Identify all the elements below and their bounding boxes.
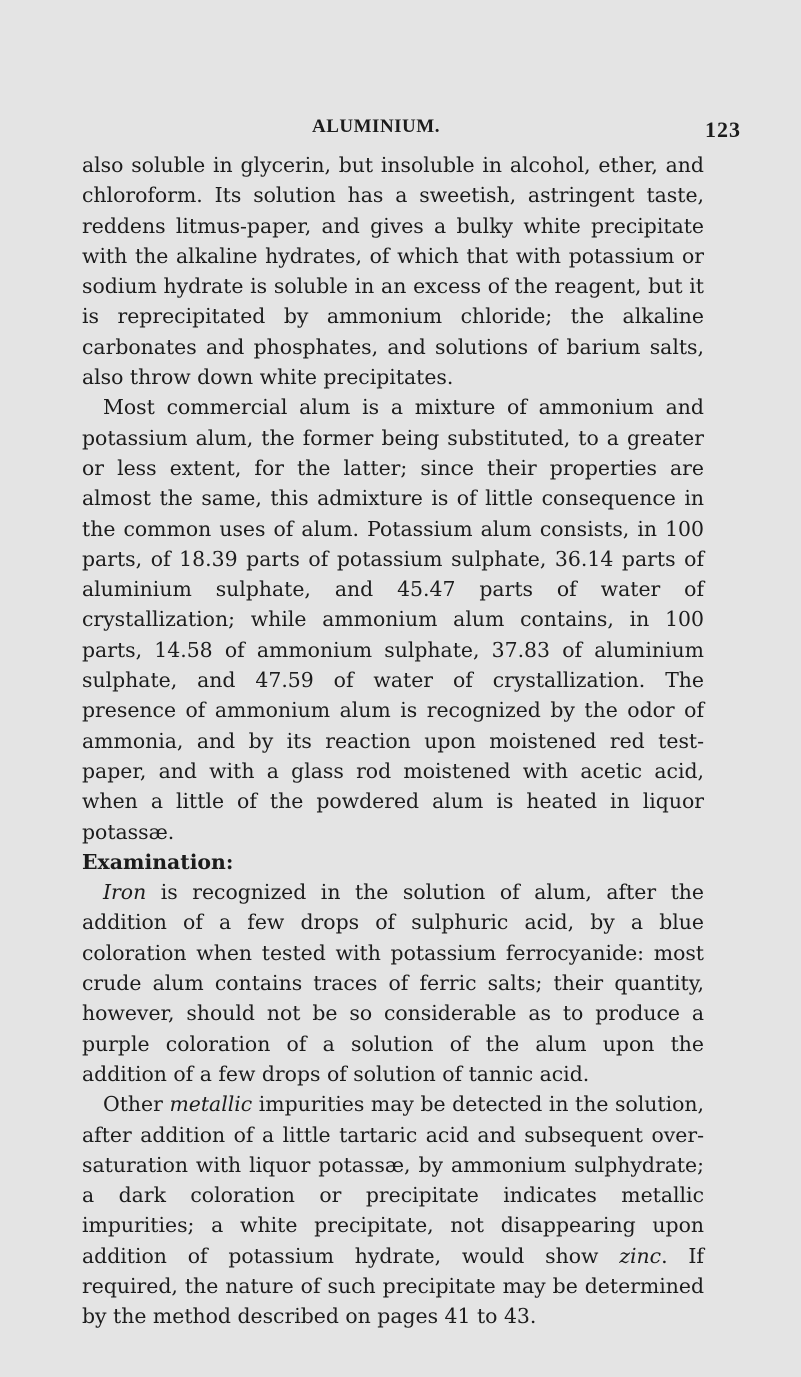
running-head <box>0 116 801 142</box>
body-text <box>82 150 704 1332</box>
term-iron: Iron <box>103 880 147 905</box>
paragraph-metallic-impurities <box>82 1089 704 1331</box>
paragraph-iron-text: is recognized in the solution of alum, after the addition of a few drops of sulphuric acid, by a blue coloration when tested with potassium ferrocyanide: most crude alum contains traces of ferric salts; their quantity, however, should not be so considerable as to produce a purple coloration of a solution of the alum upon the addition of a few drops of solution of tannic acid. <box>82 880 704 1086</box>
section-heading-examination: Examination: <box>82 849 234 874</box>
paragraph-metallic-text-end: . If required, the nature of such precipitate may be determined by the method described on pages 41 to 43. <box>82 1243 704 1329</box>
term-metallic: metallic <box>169 1092 253 1117</box>
running-title: ALUMINIUM. <box>312 116 440 137</box>
paragraph-solubility: also soluble in glycerin, but insoluble in alcohol, ether, and chloroform. Its solution has a sweetish, astringent taste, reddens litmus-paper, and gives a bulky white precipitate with the alkaline hydrates, of which that with potassium or sodium hydrate is soluble in an excess of the reagent, but it is reprecipitated by ammonium chloride; the alkaline carbonates and phosphates, and solutions of barium salts, also throw down white precipitates. <box>82 153 704 390</box>
paragraph-metallic-text-middle: impurities may be detected in the solution, after addition of a little tartaric acid and subsequent over-saturation with liquor potassæ, by ammonium sulphydrate; a dark coloration or precipitate indicates metallic impurities; a white precipitate, not disappearing upon addition of potassium hydrate, would show <box>82 1092 704 1268</box>
term-zinc: zinc <box>619 1243 662 1268</box>
paragraph-iron <box>82 877 704 1089</box>
page-number: 123 <box>705 117 741 142</box>
paragraph-commercial-alum: Most commercial alum is a mixture of ammonium and potassium alum, the former being substituted, to a greater or less extent, for the latter; since their properties are almost the same, this admixture is of little consequence in the common uses of alum. Potassium alum consists, in 100 parts, of 18.39 parts of potassium sulphate, 36.14 parts of aluminium sulphate, and 45.47 parts of water of crystallization; while ammonium alum contains, in 100 parts, 14.58 of ammonium sulphate, 37.83 of aluminium sulphate, and 47.59 of water of crystallization. The presence of ammonium alum is recognized by the odor of ammonia, and by its reaction upon moistened red test-paper, and with a glass rod moistened with acetic acid, when a little of the powdered alum is heated in liquor potassæ. <box>82 395 704 844</box>
paragraph-metallic-text-start: Other <box>103 1092 170 1117</box>
